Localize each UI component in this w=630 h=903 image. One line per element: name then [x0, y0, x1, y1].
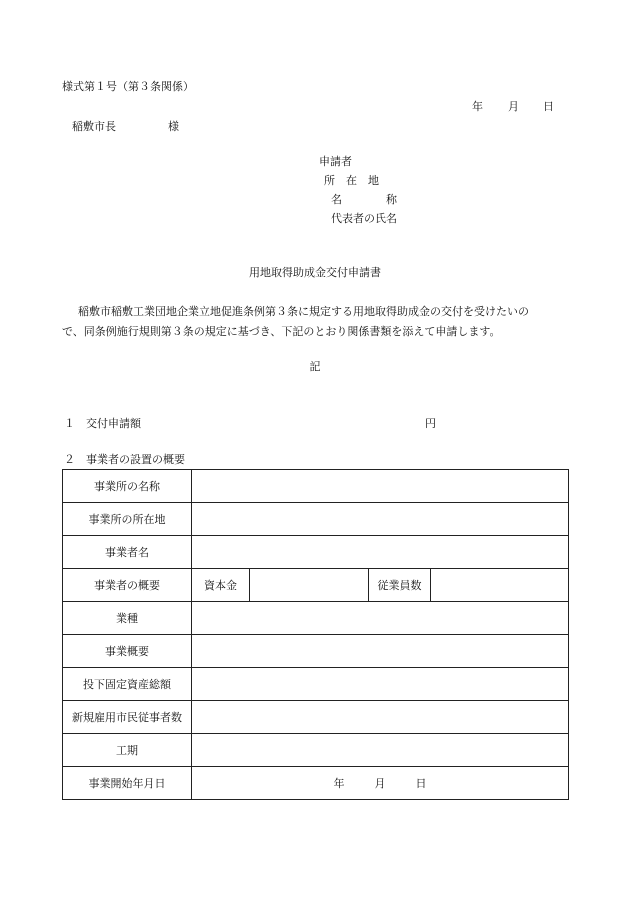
- form-number: 様式第１号（第３条関係）: [62, 80, 194, 93]
- row-label-construction-period: 工期: [63, 734, 192, 767]
- section1-label: 交付申請額: [86, 417, 141, 430]
- table-row: [63, 503, 569, 536]
- table-row: [63, 701, 569, 734]
- document-title: 用地取得助成金交付申請書: [249, 266, 381, 279]
- addressee-honorific: 様: [168, 120, 179, 133]
- addressee-office: 稲敷市長: [72, 120, 116, 133]
- construction-period-field[interactable]: [192, 734, 569, 767]
- office-name-field[interactable]: [192, 470, 569, 503]
- date-year: 年: [472, 100, 483, 113]
- date-month: 月: [508, 100, 519, 113]
- row-label-office-name: 事業所の名称: [63, 470, 192, 503]
- body-line-1: 稲敷市稲敷工業団地企業立地促進条例第３条に規定する用地取得助成金の交付を受けたいの: [78, 305, 529, 318]
- applicant-address-label: 所 在 地: [324, 174, 379, 187]
- business-summary-field[interactable]: [192, 635, 569, 668]
- row-label-fixed-assets: 投下固定資産総額: [63, 668, 192, 701]
- table-row: [63, 635, 569, 668]
- business-name-field[interactable]: [192, 536, 569, 569]
- section1-number: １: [64, 417, 75, 430]
- row-label-start-date: 事業開始年月日: [63, 767, 192, 800]
- business-overview-table: [62, 469, 569, 800]
- start-date-field[interactable]: [192, 767, 569, 800]
- employees-field[interactable]: [431, 569, 569, 602]
- row-label-new-employees: 新規雇用市民従事者数: [63, 701, 192, 734]
- table-row: [63, 536, 569, 569]
- section2-label: 事業者の設置の概要: [86, 453, 185, 466]
- row-label-business-summary: 事業概要: [63, 635, 192, 668]
- row-label-business-overview: 事業者の概要: [63, 569, 192, 602]
- applicant-heading: 申請者: [319, 155, 352, 168]
- industry-field[interactable]: [192, 602, 569, 635]
- capital-label: 資本金: [192, 569, 250, 602]
- capital-field[interactable]: [250, 569, 369, 602]
- applicant-representative-label: 代表者の氏名: [331, 212, 397, 225]
- table-row: [63, 470, 569, 503]
- table-row: [63, 569, 569, 602]
- ki-heading: 記: [309, 360, 321, 373]
- table-row: [63, 668, 569, 701]
- row-label-office-address: 事業所の所在地: [63, 503, 192, 536]
- row-label-business-name: 事業者名: [63, 536, 192, 569]
- section2-number: ２: [64, 453, 75, 466]
- section1-unit: 円: [425, 417, 436, 430]
- table-row: [63, 602, 569, 635]
- row-label-industry: 業種: [63, 602, 192, 635]
- fixed-assets-field[interactable]: [192, 668, 569, 701]
- new-employees-field[interactable]: [192, 701, 569, 734]
- body-line-2: で、同条例施行規則第３条の規定に基づき、下記のとおり関係書類を添えて申請します。: [62, 325, 501, 338]
- office-address-field[interactable]: [192, 503, 569, 536]
- date-day: 日: [543, 100, 554, 113]
- start-date-day: 日: [415, 777, 427, 790]
- start-date-parts: [192, 775, 568, 791]
- start-date-year: 年: [333, 777, 345, 790]
- table-row: [63, 767, 569, 800]
- employees-label: 従業員数: [369, 569, 431, 602]
- applicant-name-label: 名 称: [331, 193, 397, 206]
- table-row: [63, 734, 569, 767]
- start-date-month: 月: [374, 777, 386, 790]
